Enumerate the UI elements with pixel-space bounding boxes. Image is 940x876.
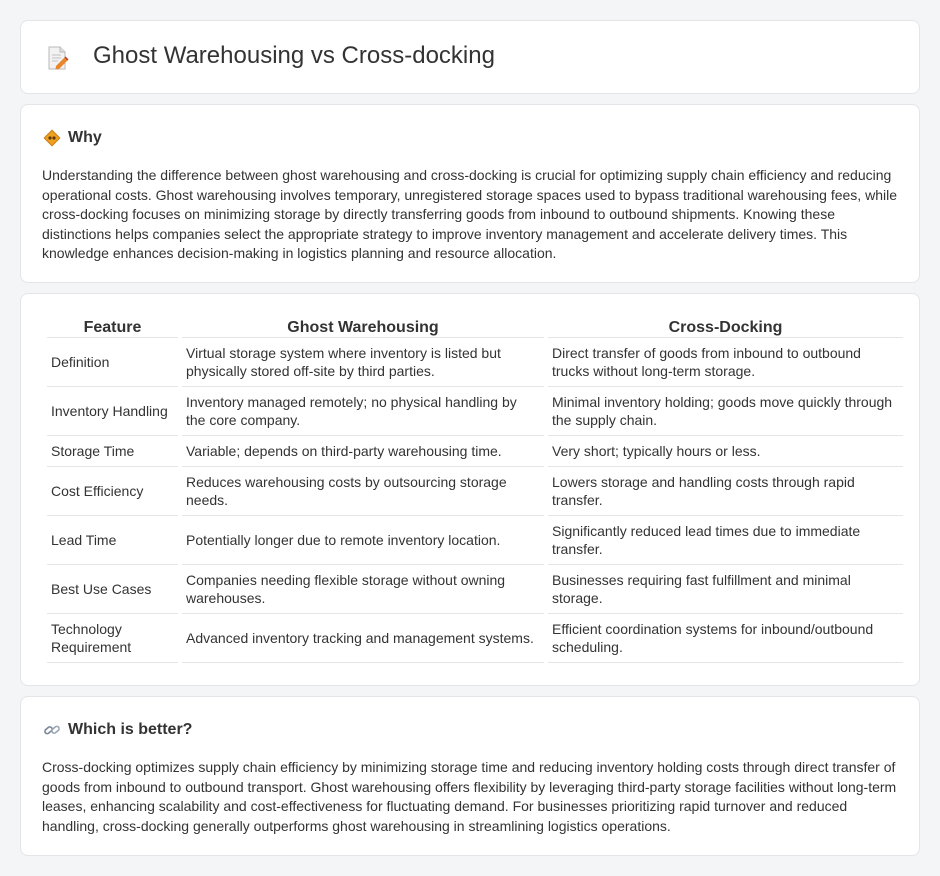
cross-cell: Direct transfer of goods from inbound to outbound trucks without long-term storage.	[548, 338, 903, 387]
feature-cell: Best Use Cases	[47, 565, 178, 614]
which-is-better-section	[20, 696, 920, 856]
link-icon	[43, 721, 61, 739]
ghost-cell: Inventory managed remotely; no physical handling by the core company.	[182, 387, 544, 436]
feature-cell: Technology Requirement	[47, 614, 178, 663]
why-section	[20, 104, 920, 283]
why-heading: Why	[68, 129, 102, 146]
ghost-cell: Companies needing flexible storage without owning warehouses.	[182, 565, 544, 614]
edit-document-icon	[47, 45, 69, 71]
diamond-sign-icon	[43, 129, 61, 147]
cross-cell: Minimal inventory holding; goods move quickly through the supply chain.	[548, 387, 903, 436]
cross-cell: Lowers storage and handling costs through rapid transfer.	[548, 467, 903, 516]
table-row	[47, 467, 903, 516]
why-heading-row	[43, 127, 102, 149]
table-header-row	[47, 316, 903, 338]
cross-cell: Very short; typically hours or less.	[548, 436, 903, 467]
feature-cell: Lead Time	[47, 516, 178, 565]
better-heading: Which is better?	[68, 721, 193, 738]
table-row	[47, 614, 903, 663]
why-text: Understanding the difference between ghost warehousing and cross-docking is crucial for optimizing supply chain efficiency and reducing operational costs. Ghost warehousing involves temporary, unregistered storage spaces used to bypass traditional warehousing fees, while cross-docking focuses on minimizing storage by directly transferring goods from inbound to outbound shipments. Knowing these distinctions helps companies select the appropriate strategy to improve inventory management and accelerate delivery times. This knowledge enhances decision-making in logistics planning and resource allocation.	[42, 167, 897, 262]
table-row	[47, 338, 903, 387]
table-row	[47, 387, 903, 436]
feature-cell: Storage Time	[47, 436, 178, 467]
table-row	[47, 565, 903, 614]
table-row	[47, 516, 903, 565]
comparison-section	[20, 293, 920, 686]
cross-cell: Efficient coordination systems for inbound/outbound scheduling.	[548, 614, 903, 663]
column-header-feature: Feature	[47, 316, 178, 338]
comparison-table	[43, 316, 907, 663]
ghost-cell: Advanced inventory tracking and management systems.	[182, 614, 544, 663]
feature-cell: Inventory Handling	[47, 387, 178, 436]
ghost-cell: Variable; depends on third-party warehousing time.	[182, 436, 544, 467]
column-header-cross-docking: Cross-Docking	[548, 316, 903, 338]
table-row	[47, 436, 903, 467]
feature-cell: Cost Efficiency	[47, 467, 178, 516]
ghost-cell: Potentially longer due to remote inventory location.	[182, 516, 544, 565]
feature-cell: Definition	[47, 338, 178, 387]
better-heading-row	[43, 719, 192, 741]
cross-cell: Businesses requiring fast fulfillment and minimal storage.	[548, 565, 903, 614]
header-card	[20, 20, 920, 94]
ghost-cell: Reduces warehousing costs by outsourcing storage needs.	[182, 467, 544, 516]
better-text: Cross-docking optimizes supply chain efficiency by minimizing storage time and reducing inventory holding costs through direct transfer of goods from inbound to outbound transport. Ghost warehousing offers flexibility by leveraging third-party storage facilities without long-term leases, enhancing scalability and cost-effectiveness for fluctuating demand. For businesses prioritizing rapid turnover and reduced handling, cross-docking generally outperforms ghost warehousing in streamlining logistics operations.	[42, 759, 897, 834]
ghost-cell: Virtual storage system where inventory is listed but physically stored off-site by third parties.	[182, 338, 544, 387]
column-header-ghost-warehousing: Ghost Warehousing	[182, 316, 544, 338]
cross-cell: Significantly reduced lead times due to immediate transfer.	[548, 516, 903, 565]
page-title: Ghost Warehousing vs Cross-docking	[93, 42, 495, 69]
